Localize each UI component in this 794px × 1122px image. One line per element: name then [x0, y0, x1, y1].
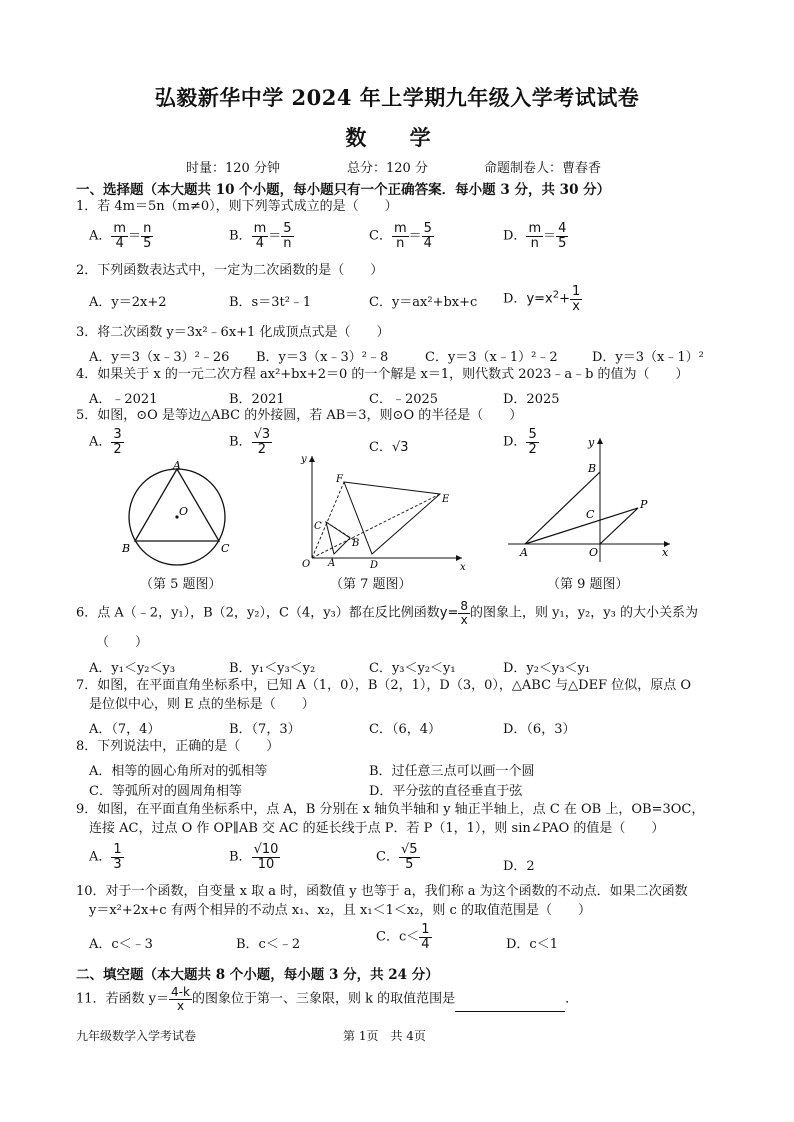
q8-option-d: D．平分弦的直径垂直于弦: [369, 784, 523, 799]
q4-option-a: A．﹣2021: [89, 392, 158, 407]
question-9-line-2: 连接 AC，过点 O 作 OP∥AB 交 AC 的延长线于点 P．若 P（1，1），则 sin∠PAO 的值是（ ）: [89, 821, 665, 836]
q4-option-b: B．2021: [229, 392, 285, 407]
q6-option-a: A．y₁＜y₂＜y₃: [89, 661, 176, 676]
question-2: 2．下列函数表达式中，一定为二次函数的是（ ）: [76, 263, 384, 278]
question-6: 6．点 A（﹣2，y₁），B（2，y₂），C（4，y₃）都在反比例函数y= $\frac{8}{x}$ 的图象上，则 y₁，y₂，y₃ 的大小关系为: [76, 599, 698, 627]
label-x: x: [460, 562, 466, 573]
q7-option-c: C．（6，4）: [369, 722, 441, 737]
label-p: P: [640, 498, 648, 511]
q6-option-d: D．y₂＜y₃＜y₁: [503, 661, 591, 676]
q1-option-a: A． $\frac{m}{4}$ ＝ $\frac{n}{5}$: [89, 221, 152, 251]
label-o: O: [589, 546, 599, 559]
q4-option-d: D．2025: [503, 392, 560, 407]
question-3: 3．将二次函数 y＝3x²﹣6x+1 化成顶点式是（ ）: [76, 325, 390, 340]
question-7-line-2: 是位似中心，则 E 点的坐标是（ ）: [89, 697, 315, 712]
label-a: A: [328, 558, 336, 569]
q6-option-b: B．y₁＜y₃＜y₂: [229, 661, 316, 676]
q2-option-b: B．s＝3t²﹣1: [229, 295, 312, 310]
footer-left: 九年级数学入学考试卷: [76, 1029, 197, 1043]
q5-option-b: B． $\frac{√3}{2}$: [229, 427, 271, 457]
label-c: C: [586, 508, 595, 521]
q3-option-a: A．y＝3（x﹣3）²﹣26: [89, 350, 230, 365]
question-8: 8．下列说法中，正确的是（ ）: [76, 739, 280, 754]
question-4: 4．如果关于 x 的一元二次方程 ax²+bx+2＝0 的一个解是 x＝1，则代数式 2023﹣a﹣b 的值为（ ）: [76, 367, 689, 382]
question-7-line-1: 7．如图，在平面直角坐标系中，已知 A（1，0），B（2，1），D（3，0），△ABC 与△DEF 位似，原点 O: [76, 678, 692, 693]
q10-option-d: D．c＜1: [506, 937, 558, 952]
q1-option-c: C． $\frac{m}{n}$ ＝ $\frac{5}{4}$: [369, 221, 432, 251]
q11-answer-blank[interactable]: [455, 999, 565, 1012]
q9-option-b: B． $\frac{√10}{10}$: [229, 842, 279, 872]
q5-option-d: D． $\frac{5}{2}$: [503, 427, 537, 457]
q6-option-c: C．y₃＜y₂＜y₁: [369, 661, 456, 676]
figure-7: [292, 450, 472, 575]
figure-7-caption: （第 7 题图）: [330, 577, 412, 592]
q8-option-a: A．相等的圆心角所对的弧相等: [89, 764, 268, 779]
q2-option-d: D．$y=x^2+$ $\frac{1}{x}$: [503, 284, 581, 314]
label-x: x: [662, 546, 669, 559]
q3-option-b: B．y＝3（x﹣3）²﹣8: [256, 350, 389, 365]
label-y: y: [301, 454, 307, 465]
q7-option-b: B．（7，3）: [229, 722, 301, 737]
label-o: O: [302, 559, 311, 570]
label-y: y: [588, 436, 595, 449]
q7-option-d: D．（6，3）: [503, 722, 576, 737]
q5-option-c: C．√3: [369, 440, 409, 455]
q8-option-c: C．等弧所对的圆周角相等: [89, 784, 242, 799]
q1-option-b: B． $\frac{m}{4}$ ＝ $\frac{5}{n}$: [229, 221, 292, 251]
figure-5: [115, 458, 240, 568]
q9-option-d: D．2: [503, 859, 535, 874]
q4-option-c: C．﹣2025: [369, 392, 439, 407]
q1-option-d: D． $\frac{m}{n}$ ＝ $\frac{4}{5}$: [503, 221, 567, 251]
q7-option-a: A．（7，4）: [89, 722, 161, 737]
footer-page: 第 1页 共 4页: [343, 1029, 426, 1043]
question-6-bracket: （ ）: [96, 635, 149, 650]
q2-option-c: C．y＝ax²+bx+c: [369, 295, 478, 310]
time-limit: 时量：120 分钟: [186, 161, 280, 176]
total-score: 总分：120 分: [347, 161, 428, 176]
section-1-heading: 一、选择题（本大题共 10 个小题，每小题只有一个正确答案．每小题 3 分，共 30 分）: [76, 182, 611, 198]
q9-option-a: A． $\frac{1}{3}$: [89, 842, 122, 872]
label-d: D: [370, 560, 379, 571]
label-b: B: [122, 542, 131, 555]
page-title: 弘毅新华中学 2024 年上学期九年级入学考试试卷: [154, 85, 640, 110]
q3-option-c: C．y＝3（x﹣1）²﹣2: [425, 350, 558, 365]
label-a: A: [173, 459, 181, 472]
q8-option-b: B．过任意三点可以画一个圆: [369, 764, 535, 779]
question-5: 5．如图，⊙O 是等边△ABC 的外接圆，若 AB＝3，则⊙O 的半径是（ ）: [76, 408, 523, 423]
question-9-line-1: 9．如图，在平面直角坐标系中，点 A，B 分别在 x 轴负半轴和 y 轴正半轴上，点 C 在 OB 上，OB=3OC，: [76, 802, 705, 817]
label-e: E: [442, 494, 450, 505]
question-11: 11．若函数 y＝ $\frac{4-k}{x}$ 的图象位于第一、三象限，则 k 的取值范围是 ．: [76, 985, 579, 1013]
q5-option-a: A． $\frac{3}{2}$: [89, 427, 122, 457]
label-a: A: [520, 546, 528, 559]
question-10-line-1: 10．对于一个函数，自变量 x 取 a 时，函数值 y 也等于 a，我们称 a 为这个函数的不动点．如果二次函数: [76, 884, 688, 899]
label-c: C: [221, 542, 230, 555]
q2-option-a: A．y＝2x+2: [89, 295, 167, 310]
label-f: F: [336, 474, 343, 485]
question-10-line-2: y＝x²+2x+c 有两个相异的不动点 x₁、x₂，且 x₁＜1＜x₂，则 c 的取值范围是（ ）: [89, 903, 591, 918]
author: 命题制卷人：曹春香: [484, 161, 602, 176]
label-c: C: [314, 521, 322, 532]
subject-title: 数 学: [345, 125, 449, 150]
q10-option-b: B．c＜﹣2: [236, 937, 301, 952]
triangle-abc: [326, 522, 350, 554]
q10-option-a: A．c＜﹣3: [89, 937, 153, 952]
question-1: 1．若 4m＝5n（m≠0），则下列等式成立的是（ ）: [76, 199, 398, 214]
label-b: B: [352, 538, 360, 549]
label-b: B: [588, 462, 597, 475]
figure-9: [500, 432, 680, 567]
label-o: O: [179, 505, 189, 518]
figure-9-caption: （第 9 题图）: [547, 577, 629, 592]
q3-option-d: D．y＝3（x﹣1）²: [592, 350, 704, 365]
q9-option-c: C． $\frac{√5}{5}$: [376, 842, 418, 872]
figure-5-caption: （第 5 题图）: [140, 577, 222, 592]
q10-option-c: C．c＜ $\frac{1}{4}$: [376, 922, 430, 952]
section-2-heading: 二、填空题（本大题共 8 个小题，每小题 3 分，共 24 分）: [76, 967, 439, 983]
